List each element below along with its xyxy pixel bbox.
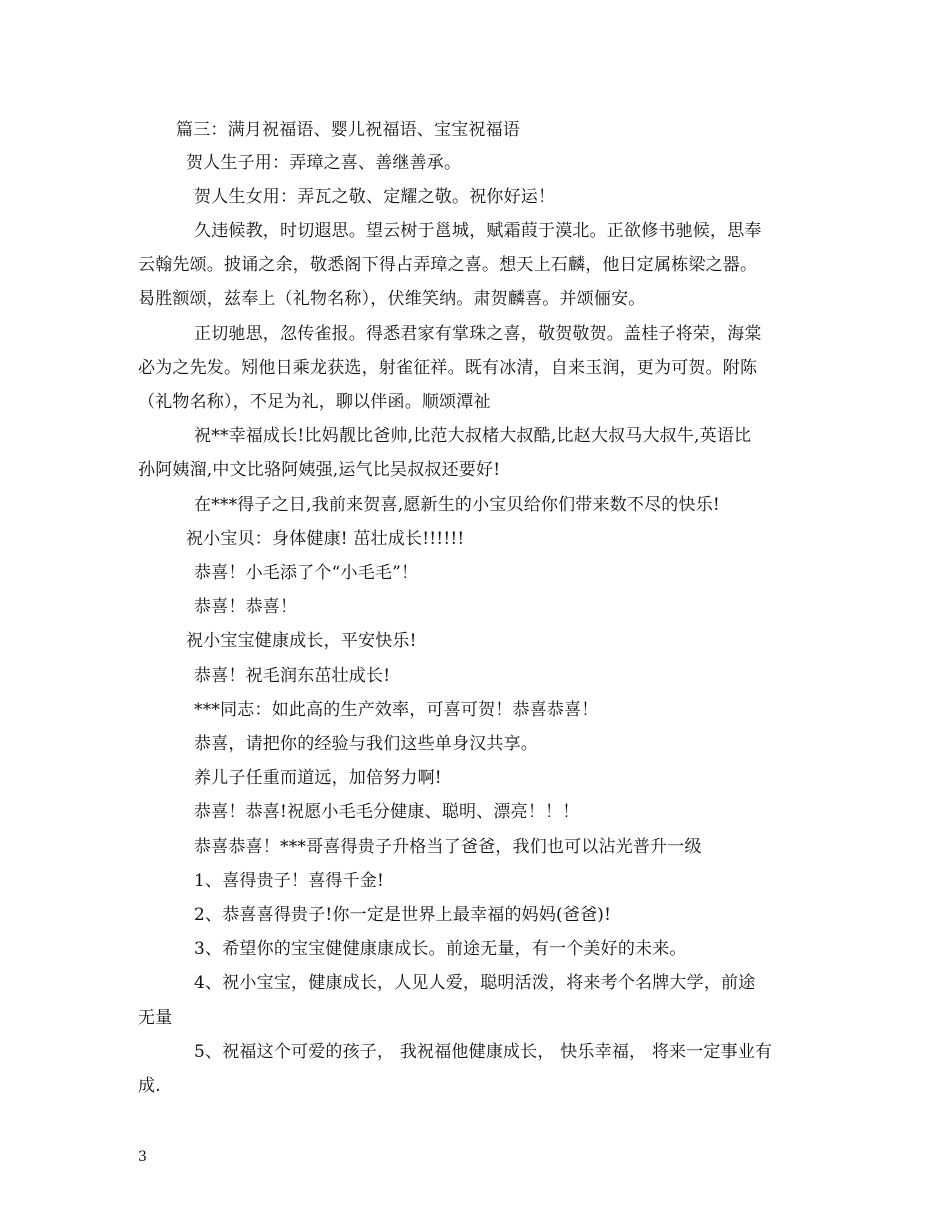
paragraph-line: 久违候教，时切遐思。望云树于邕城，赋霜葭于漠北。正欲修书驰候，思奉 bbox=[194, 221, 762, 241]
list-item-continuation: 成. bbox=[138, 1076, 161, 1096]
paragraph-line: 祝**幸福成长!比妈靓比爸帅,比范大叔楮大叔酷,比赵大叔马大叔牛,英语比 bbox=[194, 426, 752, 446]
list-item: 2、恭喜喜得贵子!你一定是世界上最幸福的妈妈(爸爸)! bbox=[194, 905, 612, 925]
list-item: 1、喜得贵子！喜得千金! bbox=[194, 871, 385, 891]
paragraph-line: 祝小宝宝健康成长，平安快乐! bbox=[186, 631, 417, 651]
list-item: 3、希望你的宝宝健健康康成长。前途无量，有一个美好的未来。 bbox=[194, 939, 687, 959]
paragraph-line: 孙阿姨溜,中文比骆阿姨强,运气比吴叔叔还要好! bbox=[138, 460, 501, 480]
paragraph-line: 养儿子任重而道远，加倍努力啊! bbox=[194, 768, 442, 788]
list-item-continuation: 无量 bbox=[138, 1008, 173, 1028]
paragraph-line: 恭喜！恭喜!祝愿小毛毛分健康、聪明、漂亮！！！ bbox=[194, 802, 580, 822]
section-heading: 篇三：满月祝福语、婴儿祝福语、宝宝祝福语 bbox=[176, 120, 520, 140]
page-number: 3 bbox=[138, 1149, 147, 1165]
paragraph-line: 必为之先发。矧他日乘龙获选，射雀征祥。既有冰清，自来玉润，更为可贺。附陈 bbox=[138, 358, 758, 378]
paragraph-line: 恭喜！祝毛润东茁壮成长! bbox=[194, 666, 391, 686]
paragraph-line: 贺人生子用：弄璋之喜、善继善承。 bbox=[186, 153, 462, 173]
paragraph-line: 恭喜，请把你的经验与我们这些单身汉共享。 bbox=[194, 734, 538, 754]
paragraph-line: ***同志：如此高的生产效率，可喜可贺！恭喜恭喜！ bbox=[194, 700, 599, 720]
paragraph-line: 恭喜恭喜！***哥喜得贵子升格当了爸爸，我们也可以沾光普升一级 bbox=[194, 837, 702, 857]
paragraph-line: 云翰先颂。披诵之余，敬悉阁下得占弄璋之喜。想天上石麟，他日定属栋梁之器。 bbox=[138, 255, 758, 275]
paragraph-line: 贺人生女用：弄瓦之敬、定耀之敬。祝你好运！ bbox=[194, 187, 556, 207]
paragraph-line: 祝小宝贝：身体健康! 茁壮成长!!!!!! bbox=[186, 529, 465, 549]
paragraph-line: 曷胜额颂，兹奉上（礼物名称），伏维笑纳。肃贺麟喜。并颂俪安。 bbox=[138, 289, 646, 309]
paragraph-line: 在***得子之日,我前来贺喜,愿新生的小宝贝给你们带来数不尽的快乐! bbox=[194, 495, 720, 515]
list-item: 5、祝福这个可爱的孩子， 我祝福他健康成长， 快乐幸福， 将来一定事业有 bbox=[194, 1042, 773, 1062]
paragraph-line: （礼物名称），不足为礼，聊以伴函。顺颂潭祉 bbox=[138, 392, 491, 412]
paragraph-line: 正切驰思，忽传雀报。得悉君家有掌珠之喜，敬贺敬贺。盖桂子将荣，海棠 bbox=[194, 324, 762, 344]
paragraph-line: 恭喜！恭喜！ bbox=[194, 597, 298, 617]
list-item: 4、祝小宝宝，健康成长，人见人爱，聪明活泼，将来考个名牌大学，前途 bbox=[194, 973, 756, 993]
paragraph-line: 恭喜！小毛添了个“小毛毛”！ bbox=[194, 563, 419, 583]
